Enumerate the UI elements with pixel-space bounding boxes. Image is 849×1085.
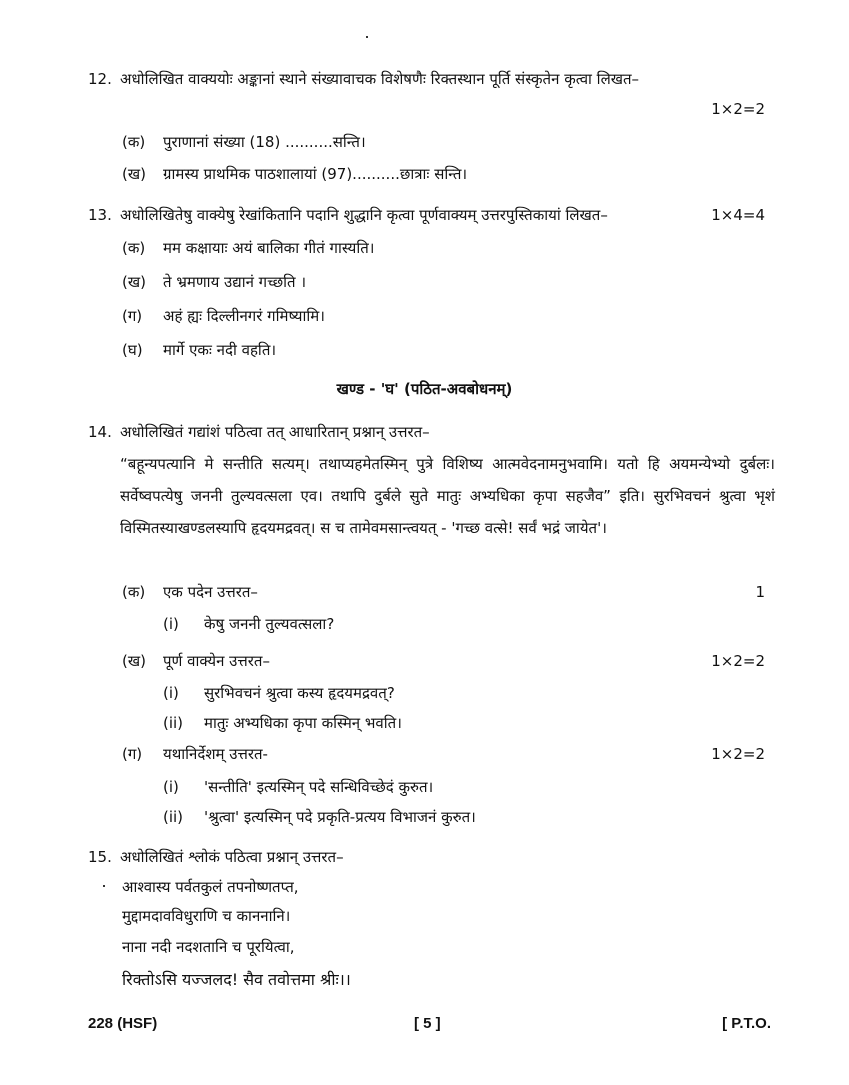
sub-question-number: (i) — [163, 684, 179, 702]
question-number: 13. — [88, 206, 112, 224]
question-text: अधोलिखितं गद्यांशं पठित्वा तत् आधारितान् प्रश्नान् उत्तरत– — [120, 423, 430, 441]
option-letter: (घ) — [122, 341, 143, 359]
verse-line: रिक्तोऽसि यज्जलद! सैव तवोत्तमा श्रीः।। — [122, 970, 351, 989]
option-letter: (क) — [122, 133, 146, 151]
part-text: पूर्ण वाक्येन उत्तरत– — [163, 652, 270, 670]
section-heading: खण्ड - 'घ' (पठित-अवबोधनम्) — [336, 380, 513, 398]
part-letter: (ख) — [122, 652, 146, 670]
question-text: अधोलिखितं श्लोकं पठित्वा प्रश्नान् उत्तरत– — [120, 848, 344, 866]
sub-question-text: मातुः अभ्यधिका कृपा कस्मिन् भवति। — [204, 714, 402, 732]
option-letter: (ख) — [122, 273, 146, 291]
option-text: ग्रामस्य प्राथमिक पाठशालायां (97)..........छात्राः सन्ति। — [163, 165, 468, 183]
paper-code: 228 (HSF) — [88, 1015, 158, 1032]
option-text: मम कक्षायाः अयं बालिका गीतं गास्यति। — [163, 239, 375, 257]
part-marks: 1×2=2 — [711, 745, 765, 763]
question-number: 15. — [88, 848, 112, 866]
sub-question-text: 'श्रुत्वा' इत्यस्मिन् पदे प्रकृति-प्रत्यय विभाजनं कुरुत। — [204, 808, 476, 826]
scan-speck — [366, 36, 368, 38]
option-letter: (ग) — [122, 307, 143, 325]
question-number: 14. — [88, 423, 112, 441]
scan-speck — [103, 885, 105, 887]
verse-line: आश्वास्य पर्वतकुलं तपनोष्णतप्त, — [122, 878, 299, 896]
question-text: अधोलिखितेषु वाक्येषु रेखांकितानि पदानि शुद्धानि कृत्वा पूर्णवाक्यम् उत्तरपुस्तिकायां लिखत– — [120, 206, 608, 224]
pto-label: [ P.T.O. — [722, 1015, 771, 1032]
part-letter: (क) — [122, 583, 146, 601]
sub-question-number: (ii) — [163, 808, 184, 826]
option-text: ते भ्रमणाय उद्यानं गच्छति । — [163, 273, 307, 291]
sub-question-number: (i) — [163, 615, 179, 633]
sub-question-text: सुरभिवचनं श्रुत्वा कस्य हृदयमद्रवत्? — [204, 684, 395, 702]
part-text: यथानिर्देशम् उत्तरत- — [163, 745, 268, 763]
part-letter: (ग) — [122, 745, 143, 763]
part-marks: 1 — [755, 583, 765, 601]
question-number: 12. — [88, 70, 112, 88]
sub-question-number: (i) — [163, 778, 179, 796]
prose-passage: “बहून्यपत्यानि मे सन्तीति सत्यम्। तथाप्यहमेतस्मिन् पुत्रे विशिष्य आत्मवेदनामनुभवामि। यतो हि अयमन्येभ्यो दुर्बलः। सर्वेष्वपत्येषु जननी तुल्यवत्सला एव। तथापि दुर्बले सुते मातुः अभ्यधिका कृपा सहजैव” इति। सुरभिवचनं श्रुत्वा भृशं विस्मितस्याखण्डलस्यापि हृदयमद्रवत्। स च तामेवमसान्त्वयत् - 'गच्छ वत्से! सर्वं भद्रं जायेत'। — [120, 455, 775, 537]
option-text: मार्गे एकः नदी वहति। — [163, 341, 277, 359]
sub-question-text: केषु जननी तुल्यवत्सला? — [204, 615, 335, 633]
option-text: पुराणानां संख्या (18) ..........सन्ति। — [163, 133, 366, 151]
verse-line: मुद्दामदावविधुराणि च काननानि। — [122, 907, 291, 925]
page-number: [ 5 ] — [414, 1015, 441, 1032]
option-letter: (ख) — [122, 165, 146, 183]
sub-question-text: 'सन्तीति' इत्यस्मिन् पदे सन्धिविच्छेदं कुरुत। — [204, 778, 434, 796]
verse-line: नाना नदी नदशतानि च पूरयित्वा, — [122, 938, 295, 956]
part-marks: 1×2=2 — [711, 652, 765, 670]
option-letter: (क) — [122, 239, 146, 257]
question-marks: 1×4=4 — [711, 206, 765, 224]
question-text: अधोलिखित वाक्ययोः अङ्कानां स्थाने संख्यावाचक विशेषणैः रिक्तस्थान पूर्ति संस्कृतेन कृत्वा लिखत– — [120, 70, 640, 88]
part-text: एक पदेन उत्तरत– — [163, 583, 258, 601]
sub-question-number: (ii) — [163, 714, 184, 732]
question-marks: 1×2=2 — [711, 100, 765, 118]
option-text: अहं ह्यः दिल्लीनगरं गमिष्यामि। — [163, 307, 325, 325]
